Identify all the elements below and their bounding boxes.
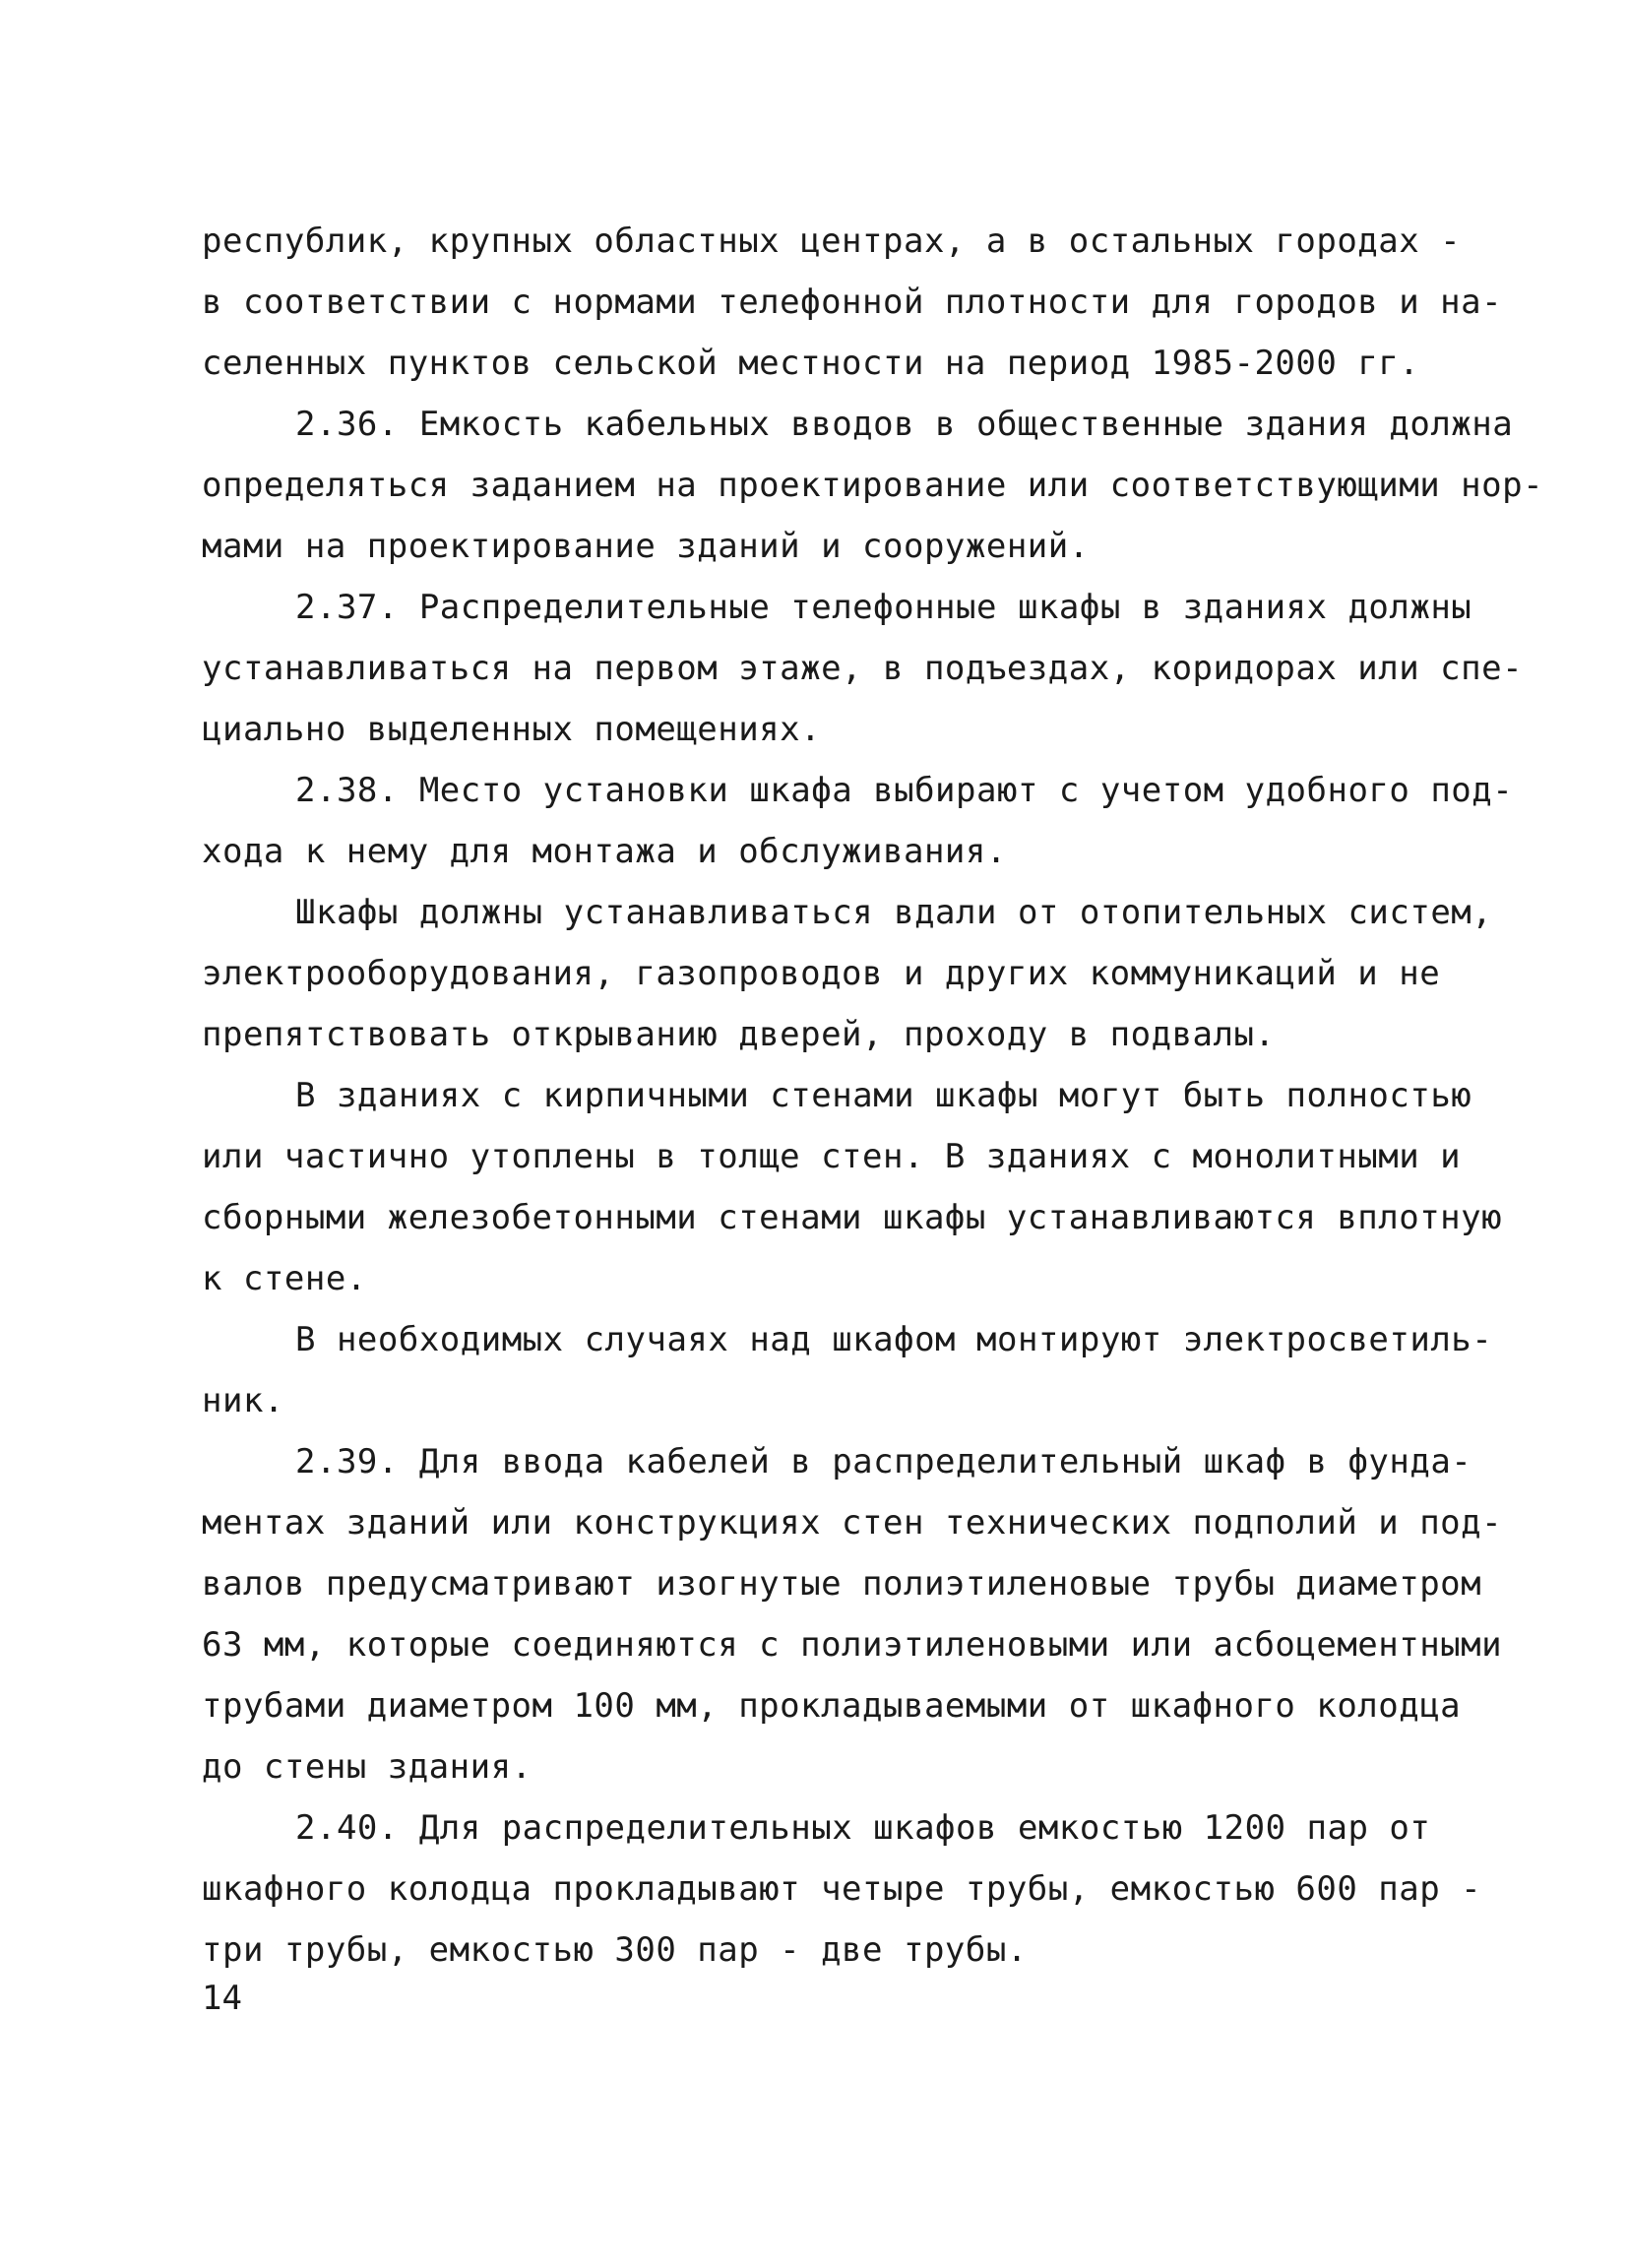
page-number: 14 — [202, 1979, 242, 2018]
paragraph-2-40-line: 2.40. Для распределительных шкафов емкостью 1200 пар от — [295, 1808, 1431, 1848]
text-line: в соответствии с нормами телефонной плотности для городов и на- — [202, 283, 1503, 322]
paragraph-line: В зданиях с кирпичными стенами шкафы могут быть полностью — [295, 1076, 1472, 1115]
text-line: к стене. — [202, 1259, 367, 1298]
paragraph-2-39-line: 2.39. Для ввода кабелей в распределительный шкаф в фунда- — [295, 1442, 1472, 1481]
paragraph-2-37-line: 2.37. Распределительные телефонные шкафы в зданиях должны — [295, 588, 1472, 627]
text-line: или частично утоплены в толще стен. В зданиях с монолитными и — [202, 1137, 1462, 1176]
text-line: мами на проектирование зданий и сооружений. — [202, 527, 1090, 566]
paragraph-2-38-line: 2.38. Место установки шкафа выбирают с учетом удобного под- — [295, 771, 1514, 810]
text-line: до стены здания. — [202, 1747, 532, 1787]
paragraph-line: В необходимых случаях над шкафом монтируют электросветиль- — [295, 1320, 1493, 1359]
text-line: хода к нему для монтажа и обслуживания. — [202, 832, 1007, 871]
text-line: препятствовать открыванию дверей, проходу в подвалы. — [202, 1015, 1276, 1054]
text-line: трубами диаметром 100 мм, прокладываемыми от шкафного колодца — [202, 1686, 1462, 1726]
paragraph-line: Шкафы должны устанавливаться вдали от отопительных систем, — [295, 893, 1493, 932]
text-line: селенных пунктов сельской местности на период 1985-2000 гг. — [202, 344, 1420, 383]
text-line: ник. — [202, 1381, 284, 1420]
text-line: ментах зданий или конструкциях стен технических подполий и под- — [202, 1503, 1503, 1543]
text-line: сборными железобетонными стенами шкафы устанавливаются вплотную — [202, 1198, 1503, 1237]
text-line: шкафного колодца прокладывают четыре трубы, емкостью 600 пар - — [202, 1869, 1482, 1909]
text-line: валов предусматривают изогнутые полиэтиленовые трубы диаметром — [202, 1564, 1482, 1604]
text-line: определяться заданием на проектирование или соответствующими нор- — [202, 466, 1544, 505]
text-line: электрооборудования, газопроводов и других коммуникаций и не — [202, 954, 1441, 993]
paragraph-2-36-line: 2.36. Емкость кабельных вводов в общественные здания должна — [295, 405, 1514, 444]
text-line: циально выделенных помещениях. — [202, 710, 822, 749]
text-line: устанавливаться на первом этаже, в подъездах, коридорах или спе- — [202, 649, 1524, 688]
text-line: три трубы, емкостью 300 пар - две трубы. — [202, 1930, 1028, 1970]
text-line: 63 мм, которые соединяются с полиэтиленовыми или асбоцементными — [202, 1625, 1503, 1665]
text-line: республик, крупных областных центрах, а в остальных городах - — [202, 221, 1462, 261]
